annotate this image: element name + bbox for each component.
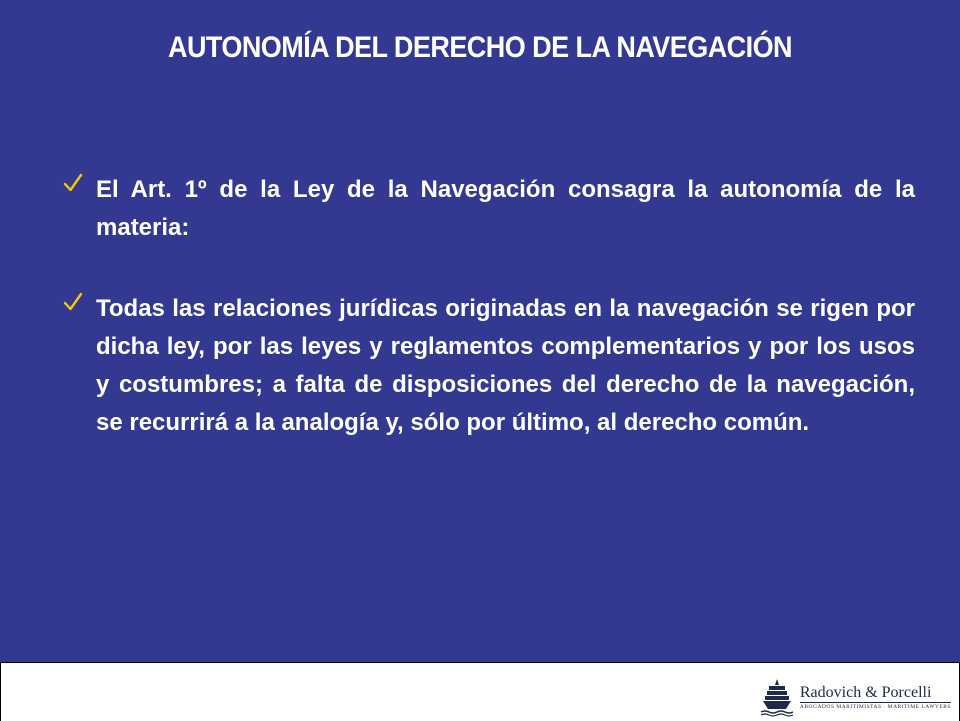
slide-footer bbox=[0, 662, 960, 721]
ship-icon bbox=[760, 677, 794, 717]
bullet-item bbox=[62, 290, 915, 442]
slide-title: AUTONOMÍA DEL DERECHO DE LA NAVEGACIÓN bbox=[167, 31, 793, 64]
bullet-text: Todas las relaciones jurídicas originadas en la navegación se rigen por dicha ley, por las leyes y reglamentos complementarios y por los usos y costumbres; a falta de disposiciones del derecho de la navegación, se recurrirá a la analogía y, sólo por último, al derecho común. bbox=[96, 295, 915, 436]
bullet-list bbox=[62, 171, 915, 485]
checkmark-icon bbox=[62, 172, 84, 194]
bullet-item bbox=[62, 171, 915, 247]
bullet-text: El Art. 1º de la Ley de la Navegación consagra la autonomía de la materia: bbox=[96, 176, 915, 241]
company-logo bbox=[760, 675, 951, 719]
logo-name: Radovich & Porcelli bbox=[799, 683, 932, 701]
checkmark-icon bbox=[62, 291, 84, 313]
logo-tagline: ABOGADOS MARITIMISTAS · MARITIME LAWYERS bbox=[799, 703, 951, 710]
